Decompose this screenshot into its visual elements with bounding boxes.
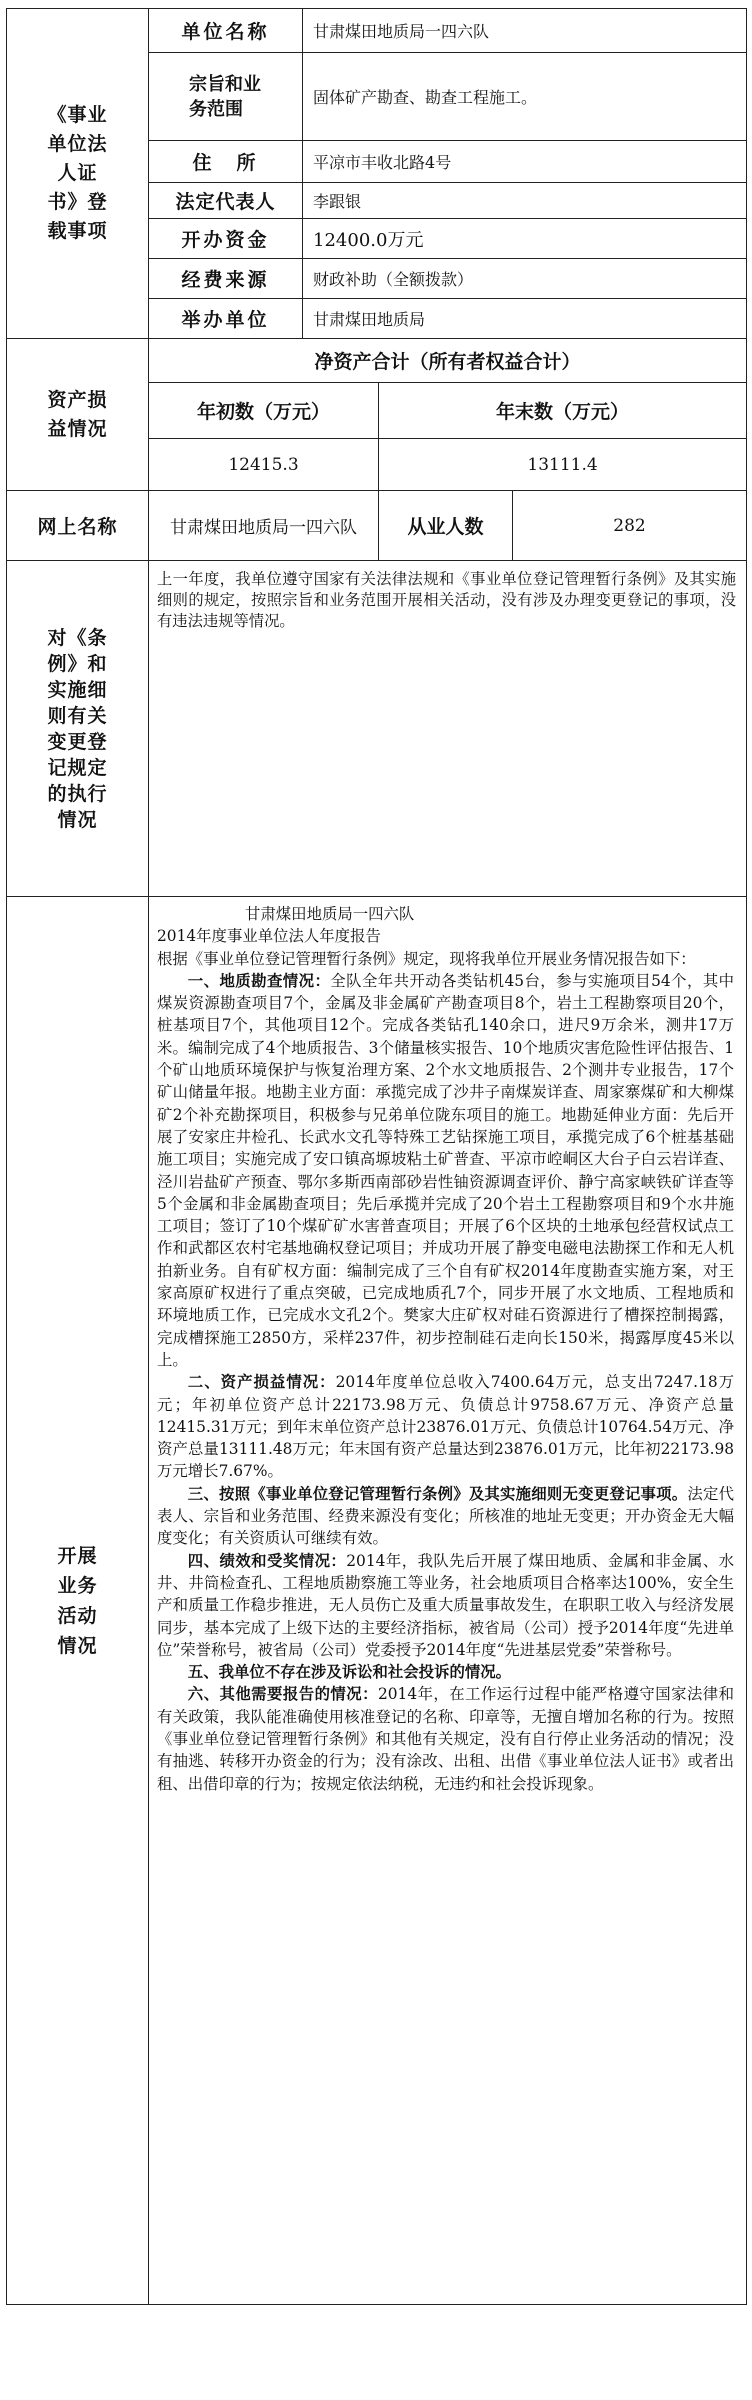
- section-performance-text: 2014年，我队先后开展了煤田地质、金属和非金属、水井、井筒检查孔、工程地质勘察施工等业务，社会地质项目合格率达100%，安全生产和质量工作稳步推进，无人员伤亡及重大质量事故发生，在职职工收入与经济发展同步，基本完成了上级下达的主要经济指标，被省局（公司）授予2014年度“先进单位”荣誉称号，被省局（公司）党委授予2014年度“先进基层党委”荣誉称号。: [157, 1551, 735, 1659]
- address-label: 住 所: [149, 141, 303, 183]
- section-litigation-title: 五、我单位不存在涉及诉讼和社会投诉的情况。: [187, 1663, 512, 1682]
- unit-name-label: 单位名称: [149, 9, 303, 53]
- section-registration-text: 法定代表人、宗旨和业务范围、经费来源没有变化；所核准的地址无变更；开办资金无大幅度变化；有关资质认可继续有效。: [157, 1484, 735, 1548]
- capital-label: 开办资金: [149, 219, 303, 259]
- section-geology-title: 一、地质勘查情况：: [187, 971, 331, 990]
- report-intro: 根据《事业单位登记管理暂行条例》规定，现将我单位开展业务情况报告如下：: [157, 949, 696, 968]
- legal-rep-label: 法定代表人: [149, 183, 303, 219]
- regulation-text: 上一年度，我单位遵守国家有关法律法规和《事业单位登记管理暂行条例》及其实施细则的规定，按照宗旨和业务范围开展相关活动，没有涉及办理变更登记的事项，没有违法违规等情况。: [149, 561, 747, 897]
- regulation-side-label: 对《条例》和实施细则有关变更登记规定的执行情况: [7, 561, 149, 897]
- sponsor-value: 甘肃煤田地质局: [303, 299, 747, 339]
- annual-report-table: [6, 8, 747, 2305]
- funding-value: 财政补助（全额拨款）: [303, 259, 747, 299]
- end-year-value: 13111.4: [379, 439, 747, 491]
- section-registration: [157, 1483, 734, 1550]
- capital-value: 12400.0万元: [303, 219, 747, 259]
- unit-name-value: 甘肃煤田地质局一四六队: [303, 9, 747, 53]
- report-unit-name: 甘肃煤田地质局一四六队: [245, 905, 415, 923]
- address-value: 平凉市丰收北路4号: [303, 141, 747, 183]
- staff-count-label: 从业人数: [379, 491, 513, 561]
- activities-side-label: 开展业务活动情况: [7, 897, 149, 2305]
- report-title: 2014年度事业单位法人年度报告: [157, 927, 381, 946]
- staff-count-value: 282: [513, 491, 747, 561]
- assets-side-label: 资产损益情况: [7, 339, 149, 491]
- end-year-label: 年末数（万元）: [379, 383, 747, 439]
- section-other: [157, 1683, 734, 1794]
- section-litigation: [157, 1661, 734, 1683]
- legal-rep-value: 李跟银: [303, 183, 747, 219]
- purpose-value: 固体矿产勘查、勘查工程施工。: [303, 53, 747, 141]
- net-assets-header: 净资产合计（所有者权益合计）: [149, 339, 747, 383]
- online-name-label: 网上名称: [7, 491, 149, 561]
- sponsor-label: 举办单位: [149, 299, 303, 339]
- section-other-text: 2014年，在工作运行过程中能严格遵守国家法律和有关政策，我队能准确使用核准登记的名称、印章等，无擅自增加名称的行为。按照《事业单位登记管理暂行条例》和其他有关规定，没有自行停止业务活动的情况；没有抽逃、转移开办资金的行为；没有涂改、出租、出借《事业单位法人证书》或者出租、出借印章的行为；按规定依法纳税，无违约和社会投诉现象。: [157, 1685, 735, 1793]
- begin-year-label: 年初数（万元）: [149, 383, 379, 439]
- section-geology: [157, 970, 734, 1371]
- section-performance: [157, 1550, 734, 1661]
- funding-label: 经费来源: [149, 259, 303, 299]
- certificate-side-label: 《事业单位法人证书》登载事项: [7, 9, 149, 339]
- section-assets-text: 2014年度单位总收入7400.64万元，总支出7247.18万元；年初单位资产总计22173.98万元、负债总计9758.67万元、净资产总量12415.31万元；到年末单位资产总计23876.01万元、负债总计10764.54万元、净资产总量13111.48万元；年末国有资产总量达到23876.01万元，比年初22173.98万元增长7.67%。: [157, 1373, 735, 1481]
- section-registration-title: 三、按照《事业单位登记管理暂行条例》及其实施细则无变更登记事项。: [187, 1484, 688, 1503]
- section-geology-text: 全队全年共开动各类钻机45台，参与实施项目54个，其中煤炭资源勘查项目7个，金属及非金属矿产勘查项目8个，岩土工程勘察项目20个，桩基项目7个，其他项目12个。完成各类钻孔140余口，进尺9万余米，测井17万米。编制完成了4个地质报告、3个储量核实报告、10个地质灾害危险性评估报告、1个矿山地质环境保护与恢复治理方案、2个水文地质报告、2个测井专业报告，17个矿山储量年报。地勘主业方面：承揽完成了沙井子南煤炭详查、周家寨煤矿和大柳煤矿2个补充勘探项目，积极参与兄弟单位陇东项目的施工。地勘延伸业方面：先后开展了安家庄井检孔、长武水文孔等特殊工艺钻探施工项目，承揽完成了6个桩基基础施工项目；实施完成了安口镇高塬坡粘土矿普查、平凉市崆峒区大台子白云岩详查、泾川岩盐矿产预查、鄂尔多斯西南部砂岩性铀资源调查评价、静宁高家峡铁矿详查等5个金属和非金属勘查项目；先后承揽并完成了20个岩土工程勘察项目和9个水井施工项目；签订了10个煤矿矿水害普查项目；开展了6个区块的土地承包经营权试点工作和武都区农村宅基地确权登记项目；并成功开展了静变电磁电法勘探工作和无人机拍新业务。自有矿权方面：编制完成了三个自有矿权2014年度勘查实施方案，对王家高原矿权进行了重点突破，已完成地质孔7个，同步开展了水文地质、工程地质和环境地质工作，已完成水文孔2个。樊家大庄矿权对硅石资源进行了槽探控制揭露，完成槽探施工2850方，采样237件，初步控制硅石走向长150米，揭露厚度45米以上。: [157, 971, 735, 1369]
- activities-report: [149, 897, 747, 2305]
- section-other-title: 六、其他需要报告的情况：: [187, 1685, 378, 1704]
- section-performance-title: 四、绩效和受奖情况：: [187, 1551, 347, 1570]
- section-assets: [157, 1371, 734, 1482]
- section-assets-title: 二、资产损益情况：: [187, 1373, 336, 1392]
- online-name-value: 甘肃煤田地质局一四六队: [149, 491, 379, 561]
- begin-year-value: 12415.3: [149, 439, 379, 491]
- purpose-label: 宗旨和业务范围: [149, 53, 303, 141]
